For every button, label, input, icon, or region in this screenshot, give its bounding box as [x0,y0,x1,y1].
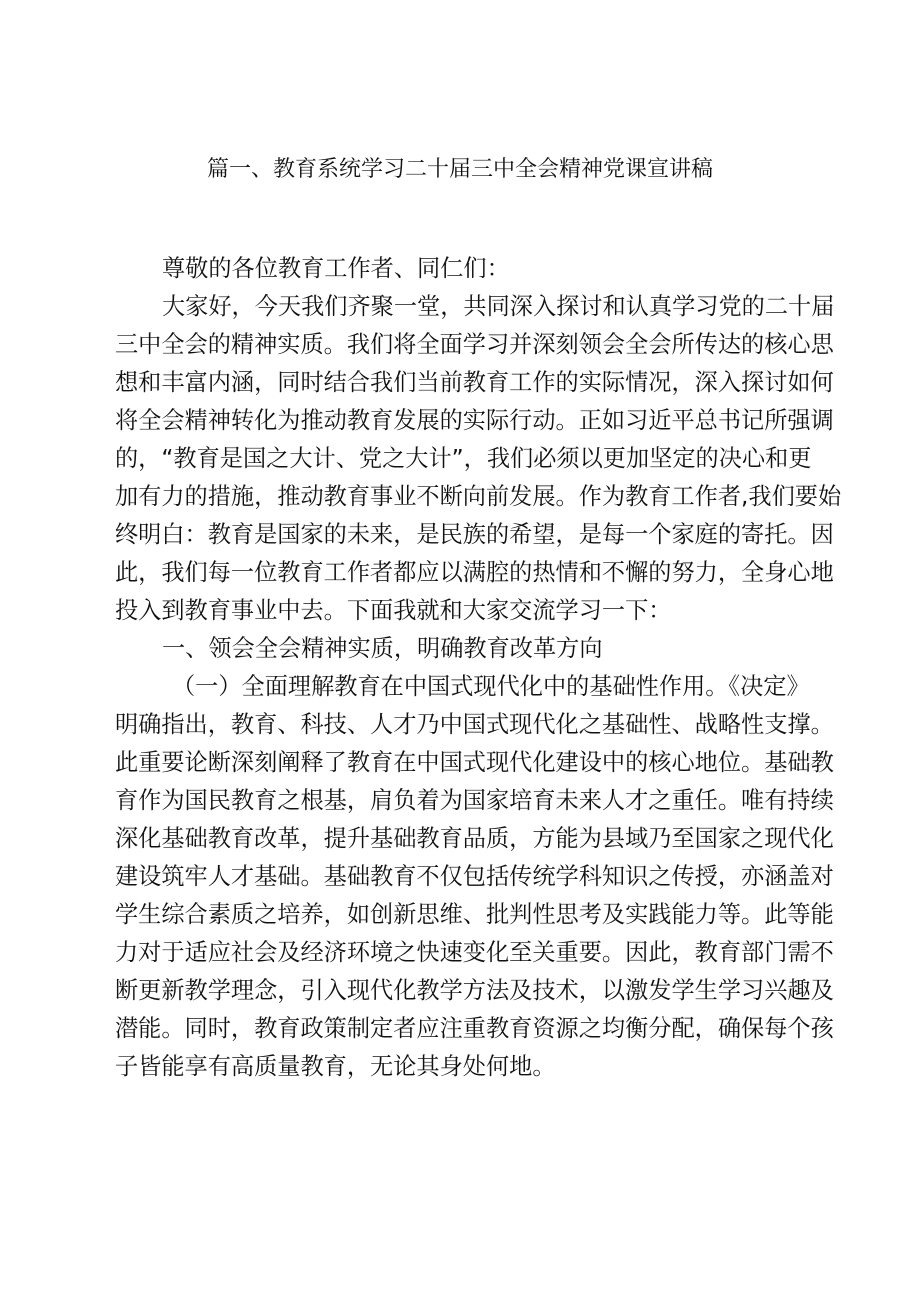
paragraph-line: 此重要论断深刻阐释了教育在中国式现代化建设中的核心地位。基础教 [115,749,834,776]
paragraph-line: 终明白：教育是国家的未来，是民族的希望，是每一个家庭的寄托。因 [115,521,834,548]
section-heading: 一、领会全会精神实质，明确教育改革方向 [162,635,603,662]
paragraph-line: 的，“教育是国之大计、党之大计”，我们必须以更加坚定的决心和更 [115,445,812,472]
paragraph-line: 力对于适应社会及经济环境之快速变化至关重要。因此，教育部门需不 [115,939,834,966]
paragraph-line: 子皆能享有高质量教育，无论其身处何地。 [115,1053,556,1080]
paragraph-line: 加有力的措施，推动教育事业不断向前发展。作为教育工作者,我们要始 [115,483,842,510]
paragraph-line: 尊敬的各位教育工作者、同仁们： [162,255,510,282]
paragraph-line: 将全会精神转化为推动教育发展的实际行动。正如习近平总书记所强调 [115,407,834,434]
paragraph-line: 潜能。同时，教育政策制定者应注重教育资源之均衡分配，确保每个孩 [115,1015,834,1042]
subsection-line: （一）全面理解教育在中国式现代化中的基础性作用。《决定》 [172,673,810,700]
document-title: 篇一、教育系统学习二十届三中全会精神党课宣讲稿 [206,157,713,182]
paragraph-line: 投入到教育事业中去。下面我就和大家交流学习一下： [115,597,672,624]
paragraph-line: 学生综合素质之培养，如创新思维、批判性思考及实践能力等。此等能 [115,901,834,928]
paragraph-line: 大家好，今天我们齐聚一堂，共同深入探讨和认真学习党的二十届 [162,293,835,320]
paragraph-line: 明确指出，教育、科技、人才乃中国式现代化之基础性、战略性支撑。 [115,711,834,738]
paragraph-line: 想和丰富内涵，同时结合我们当前教育工作的实际情况，深入探讨如何 [115,369,834,396]
paragraph-line: 育作为国民教育之根基，肩负着为国家培育未来人才之重任。唯有持续 [115,787,834,814]
paragraph-line: 断更新教学理念，引入现代化教学方法及技术，以激发学生学习兴趣及 [115,977,834,1004]
paragraph-line: 三中全会的精神实质。我们将全面学习并深刻领会全会所传达的核心思 [115,331,834,358]
paragraph-line: 此，我们每一位教育工作者都应以满腔的热情和不懈的努力，全身心地 [115,559,834,586]
paragraph-line: 深化基础教育改革，提升基础教育品质，方能为县域乃至国家之现代化 [115,825,834,852]
paragraph-line: 建设筑牢人才基础。基础教育不仅包括传统学科知识之传授，亦涵盖对 [115,863,834,890]
